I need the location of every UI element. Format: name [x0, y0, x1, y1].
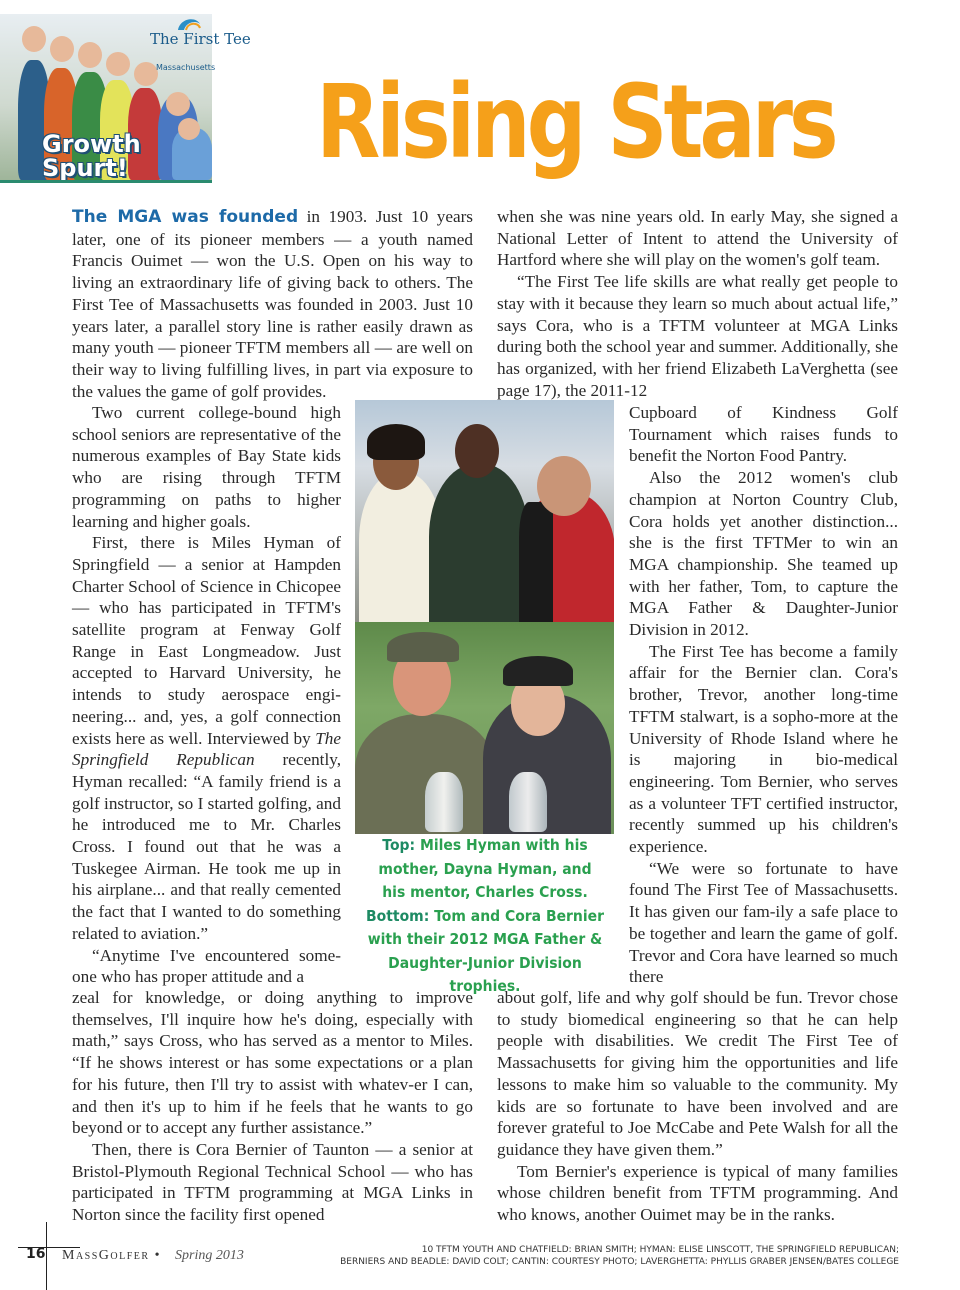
paragraph-two-students: Two current college-bound high school seniors are representative of the numerous examples of Bay State kids who are rising through TFTM programming on paths to higher learning and higher goals.: [72, 403, 341, 531]
logo-subtext: Massachusetts: [156, 63, 216, 72]
paragraph-cross-start: “Anytime I've encountered some-one who has proper attitude and a: [72, 945, 341, 987]
growth-spurt-label: Growth Spurt!: [42, 130, 141, 182]
jacket: [519, 502, 553, 622]
column-left-top: [72, 206, 473, 402]
hair: [367, 424, 425, 460]
column-left-narrow: [72, 402, 341, 988]
column-left-bottom: [72, 987, 473, 1226]
column-right-narrow: [629, 402, 898, 988]
paragraph-life-skills: “The First Tee life skills are what really get people to stay with it because they learn so much about actual life,” says Cora, who is a TFTM volunteer at MGA Links during both the school year and summer. Additionally, she has organized, with her friend Elizabeth LaVerghetta (see page 17), the 2011-12: [497, 272, 898, 400]
issue-date: Spring 2013: [175, 1248, 244, 1263]
kid-head: [106, 52, 130, 76]
photo-bernier-family: [355, 622, 614, 834]
logo-text: The First Tee: [150, 30, 251, 48]
paragraph-quote-tom: “We were so fortunate to have found The First Tee of Massachusetts. It has given our fam-ily a safe place to be together and learn the game of golf. Trevor and Cora have learned so much there: [629, 858, 898, 987]
paragraph-champion: Also the 2012 women's club champion at Norton Country Club, Cora holds yet another distinction... she is the first TFTMer to win an MGA championship. She teamed up with her father, Tom, to capture the MGA Father & Daughter-Junior Division in 2012.: [629, 468, 898, 640]
caption-bottom-text: Tom and Cora Bernier with their 2012 MGA Father & Daughter-Junior Division trophies.: [367, 906, 604, 995]
caption-top-text: Miles Hyman with his mother, Dayna Hyman, and his mentor, Charles Cross.: [378, 836, 592, 901]
paragraph-quote-cont: about golf, life and why golf should be fun. Trevor chose to study biomedical engineering so that he can help people with disabilities. We credit The First Tee of Massachusetts for giving him the opportunities and life lessons to make him so valuable to the community. My kids are so fortunate to have been involved and are forever grateful to Joe McCabe and Pete Walsh for all the guidance they have given them.”: [497, 988, 898, 1159]
kid-head: [78, 42, 102, 68]
face: [537, 456, 591, 516]
publication-name: The Springfield Republican: [72, 728, 341, 770]
paragraph-miles: First, there is Miles Hyman of Springfield — a senior at Hampden Charter School of Science in Chicopee — who has participated in TFTM's satellite program at Fenway Golf Range in East Longmeadow. Just accepted to Harvard University, he intends to study aerospace engi-neering... and, yes, a golf connection exists here as well. Interviewed by The Springfield Republican recently, Hyman recalled: “A family friend is a golf instructor, so I started golfing, and he introduced me to Mr. Charles Cross. I found out that he was a Tuskegee Airman. He took me up in his airplane... and that really cemented the fact that I wanted to do something related to aviation.”: [72, 533, 341, 943]
photo-hyman-family: [355, 400, 614, 622]
paragraph-cora-intro: Then, there is Cora Bernier of Taunton — a senior at Bristol-Plymouth Regional Technical School — who has participated in TFTM programming at MGA Links in Norton since the facility first opened: [72, 1139, 473, 1225]
trophy-left: [425, 772, 463, 832]
article-title: Rising Stars: [316, 63, 835, 182]
column-right-top: [497, 206, 898, 401]
credits-line: 10 TFTM YOUTH AND CHATFIELD: BRIAN SMITH; HYMAN: ELISE LINSCOTT, THE SPRINGFIELD REPUBLICAN;: [421, 1245, 899, 1255]
photo-caption: [365, 834, 604, 999]
credits-line: BERNIERS AND BEADLE: DAVID COLT; CANTIN: COURTESY PHOTO; LAVERGHETTA: PHYLLIS GRABER JENSEN/BATES COLLEGE: [340, 1256, 899, 1267]
cap: [387, 632, 459, 662]
intro-text: in 1903. Just 10 years later, one of its pioneer members — a youth named Francis Ouimet — won the U.S. Open on his way to living an extraordinary life of giving back to others. The First Tee of Massachusetts was founded in 2003. Just 10 years later, a parallel story line is rather easily drawn as many youth — pioneer TFTM members all — are well on their way to living fulfilling lives, in part via exposure to the values the game of golf provides.: [72, 207, 473, 401]
kid-head: [22, 26, 46, 52]
paragraph-cross-cont: zeal for knowledge, or doing anything to improve themselves, I'll inquire how he's doing, especially with math,” says Cross, who has served as a mentor to Miles. “If he shows interest or has some expectations or a plan for his future, then I'll try to assist with whatev-er I can, and then it's up to him if he feels that he wants to go beyond or to accept any further assistance.”: [72, 988, 473, 1138]
first-tee-logo: [150, 16, 251, 78]
cap: [503, 656, 573, 686]
paragraph-closing: Tom Bernier's experience is typical of many families whose children benefit from TFTM programming. And who knows, another Ouimet may be in the ranks.: [497, 1161, 898, 1225]
trophy-right: [509, 772, 547, 832]
kid-head: [166, 92, 190, 116]
magazine-name: MassGolfer •: [62, 1248, 161, 1263]
crop-mark: [46, 1222, 47, 1290]
paragraph-intro: [72, 206, 473, 402]
paragraph-cora-cont: when she was nine years old. In early May, she signed a National Letter of Intent to attend the University of Hartford where she will play on the women's golf team.: [497, 207, 898, 270]
paragraph-family: The First Tee has become a family affair for the Bernier clan. Cora's brother, Trevor, another long-time TFTM stalwart, is a sopho-more at the University of Rhode Island where he is majoring in bio-medical engineering. Tom Bernier, who serves as a volunteer TFT certified instructor, recently summed up his children's experience.: [629, 641, 898, 857]
face: [455, 424, 499, 478]
kid-head: [50, 36, 74, 62]
caption-top-label: Top:: [382, 836, 416, 854]
page-number: 16: [26, 1246, 46, 1262]
caption-bottom-label: Bottom:: [366, 906, 430, 925]
photo-credits: [284, 1245, 899, 1268]
lead-words: The MGA was founded: [72, 207, 299, 227]
person-miles: [429, 464, 529, 622]
paragraph-cupboard: Cupboard of Kindness Golf Tournament which raises funds to benefit the Norton Food Pantry.: [629, 403, 898, 466]
column-right-bottom: [497, 987, 898, 1226]
